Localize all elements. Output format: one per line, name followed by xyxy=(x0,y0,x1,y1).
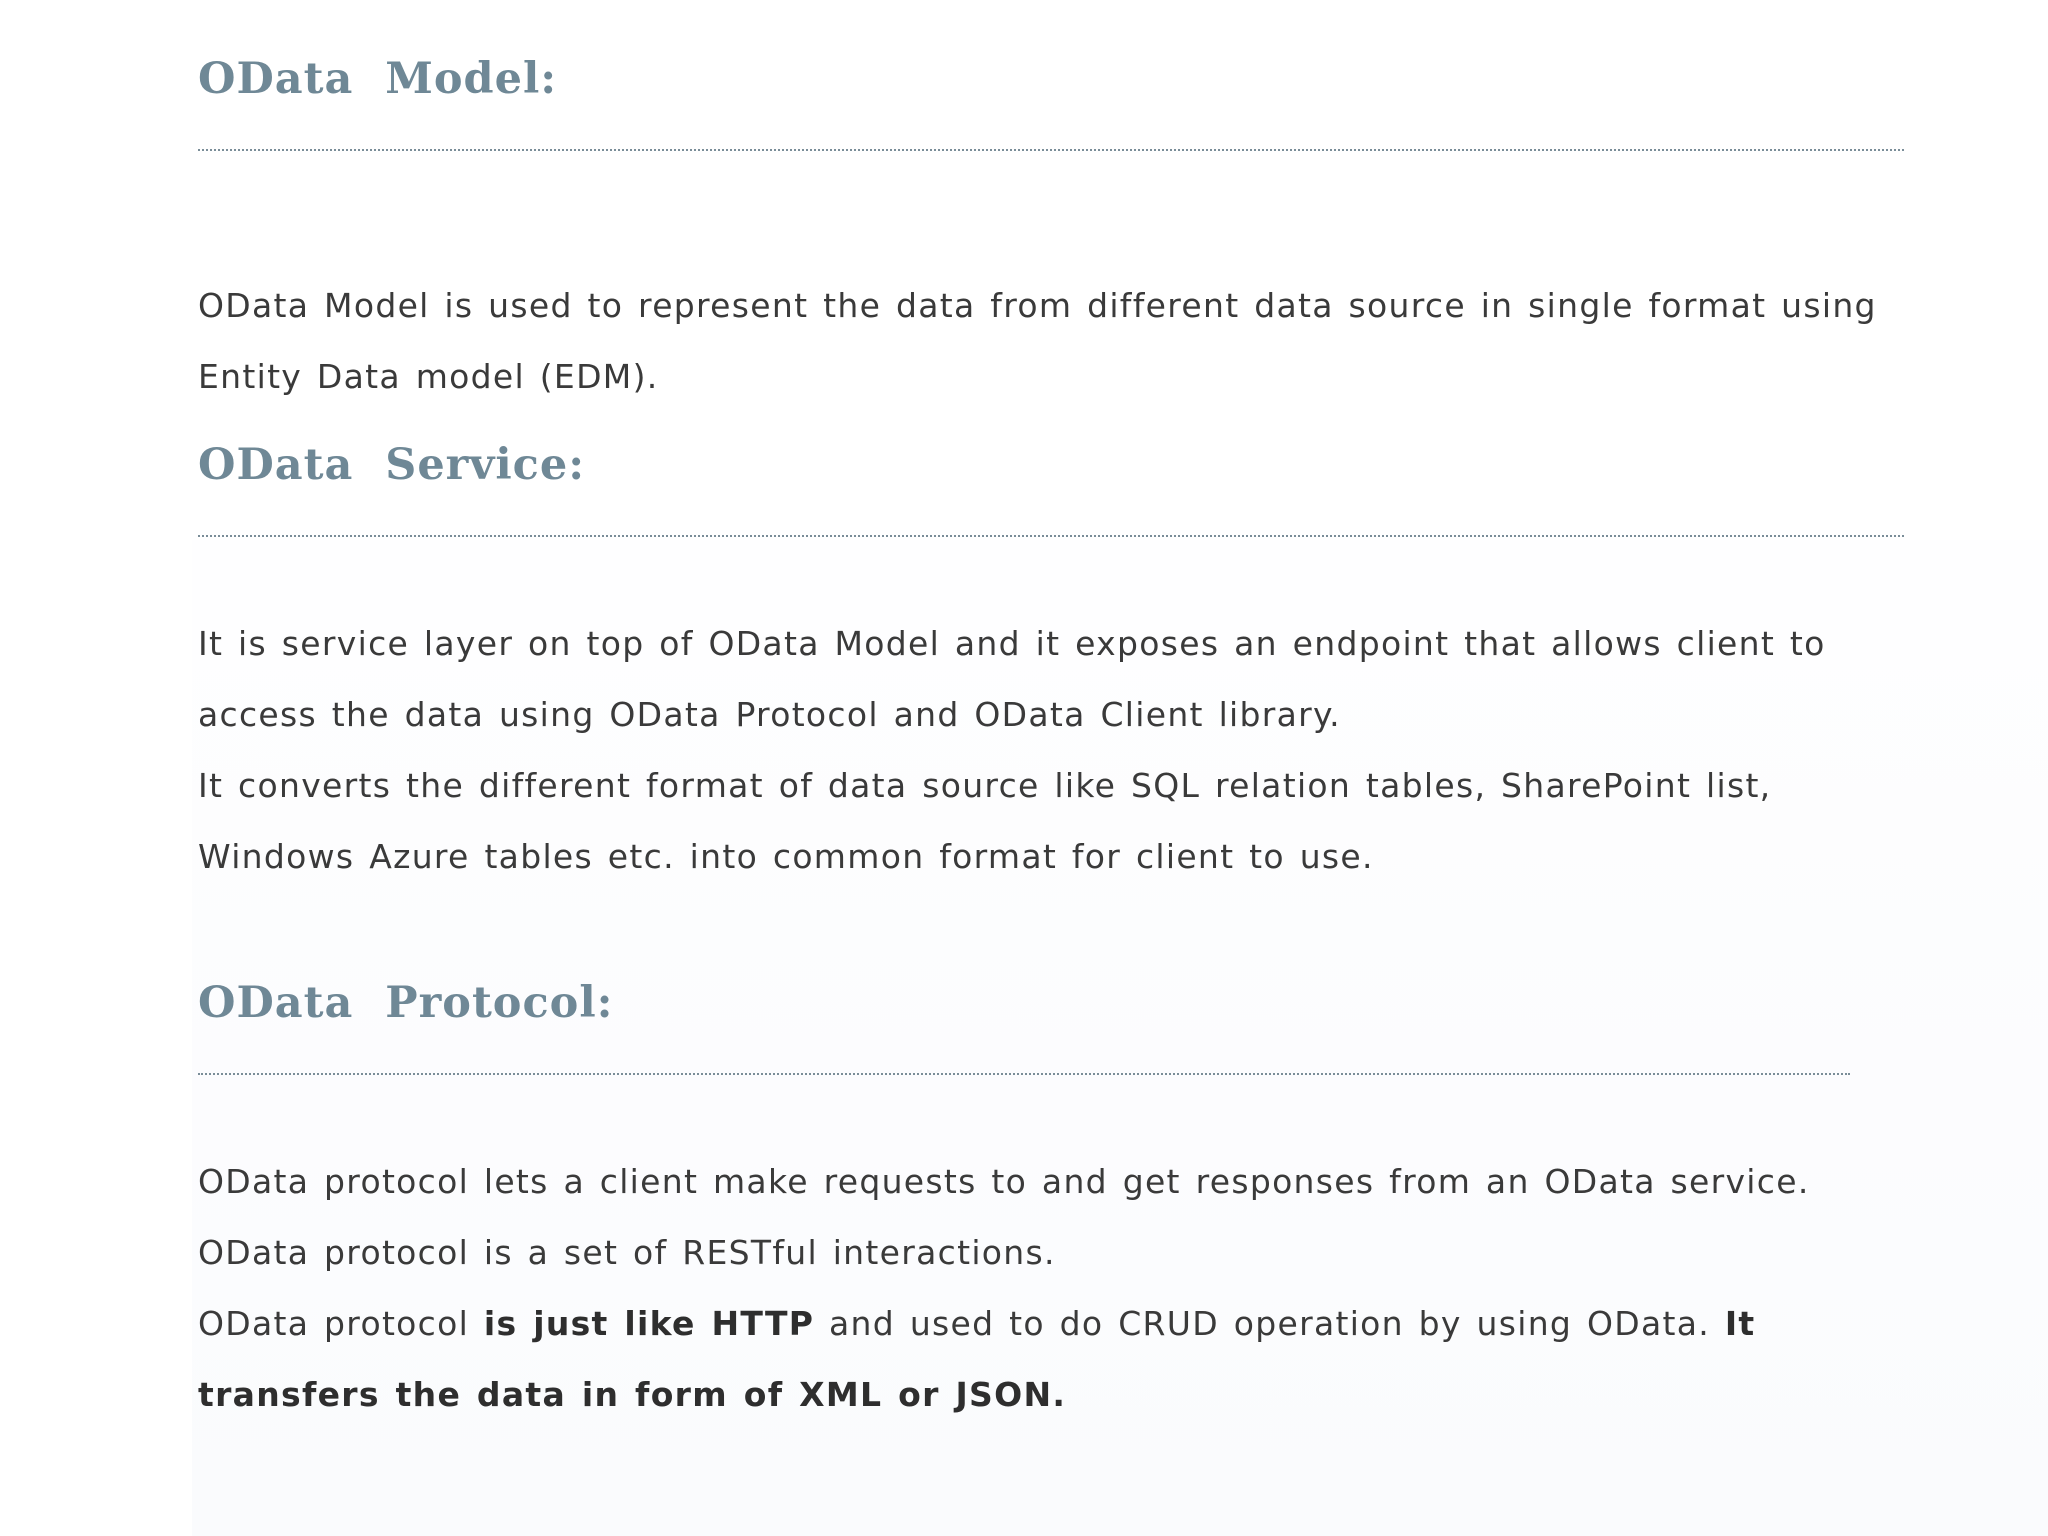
odata-service-heading: OData Service: xyxy=(198,440,586,490)
odata-protocol-line-3-text-b: and used to do CRUD operation by using OData. xyxy=(814,1304,1725,1343)
odata-model-body xyxy=(198,270,1878,412)
odata-service-paragraph-1: It is service layer on top of OData Model and it exposes an endpoint that allows client to access the data using OData Protocol and OData Client library. xyxy=(198,624,1826,734)
odata-protocol-emphasis-format: It transfers the data in form of XML or JSON. xyxy=(198,1304,1756,1414)
odata-model-heading: OData Model: xyxy=(198,54,558,104)
odata-model-section xyxy=(198,54,1877,396)
odata-protocol-body xyxy=(198,1146,1898,1430)
odata-protocol-heading: OData Protocol: xyxy=(198,978,614,1028)
odata-service-body xyxy=(198,608,1898,892)
odata-protocol-line-3-text-a: OData protocol xyxy=(198,1304,484,1343)
odata-service-divider xyxy=(198,535,1904,537)
odata-protocol-line-2: OData protocol is a set of RESTful interactions. xyxy=(198,1233,1056,1272)
odata-protocol-line-1: OData protocol lets a client make requests to and get responses from an OData service. xyxy=(198,1162,1810,1201)
odata-protocol-section xyxy=(198,978,1810,1414)
odata-service-paragraph-2: It converts the different format of data source like SQL relation tables, SharePoint list, Windows Azure tables etc. into common format for client to use. xyxy=(198,766,1772,876)
odata-protocol-divider xyxy=(198,1073,1850,1075)
odata-protocol-emphasis-http: is just like HTTP xyxy=(483,1304,815,1343)
odata-protocol-line-3 xyxy=(198,1288,1898,1430)
odata-service-section xyxy=(198,440,1826,876)
odata-model-paragraph: OData Model is used to represent the data from different data source in single format using Entity Data model (EDM). xyxy=(198,286,1877,396)
odata-model-divider xyxy=(198,149,1904,151)
